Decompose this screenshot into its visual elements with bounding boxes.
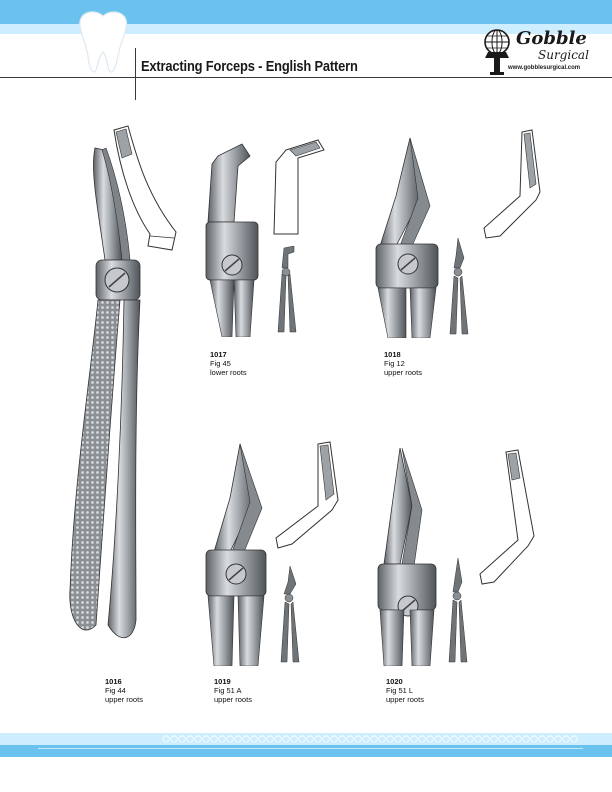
product-desc: upper roots [384,368,422,377]
product-desc: lower roots [210,368,247,377]
brand-subtitle: Surgical [538,48,589,62]
product-caption-1018 [384,350,422,377]
header-divider [135,48,136,100]
product-caption-1020 [386,677,424,704]
forceps-1018-beak-detail [480,128,550,240]
product-code: 1020 [386,677,403,686]
forceps-1020-beak-detail [478,448,550,588]
forceps-1018-small-image [446,238,472,338]
footer-dot-pattern [162,735,582,743]
product-caption-1016 [105,677,143,704]
product-code: 1016 [105,677,122,686]
forceps-1017-image [198,142,268,337]
footer-rule [38,748,583,749]
forceps-1019-image [200,442,272,666]
brand-url: www.gobblesurgical.com [508,65,581,71]
forceps-1019-small-image [276,566,302,666]
forceps-1020-image [372,446,442,666]
forceps-1017-small-image [272,246,302,336]
product-desc: upper roots [105,695,143,704]
forceps-1017-beak-detail [268,138,328,238]
forceps-1018-image [372,136,447,338]
product-fig: Fig 12 [384,359,405,368]
product-desc: upper roots [386,695,424,704]
tooth-icon [72,6,134,78]
product-fig: Fig 44 [105,686,126,695]
header-rule [0,77,612,78]
product-fig: Fig 51 A [214,686,242,695]
product-fig: Fig 51 L [386,686,414,695]
page-title: Extracting Forceps - English Pattern [141,58,358,75]
product-code: 1017 [210,350,227,359]
forceps-1020-small-image [446,558,472,666]
forceps-1016-beak-detail [106,124,186,254]
brand-name: Gobble [516,28,587,49]
forceps-1019-beak-detail [272,440,348,552]
product-caption-1019 [214,677,252,704]
footer-band-dark [0,745,612,757]
product-fig: Fig 45 [210,359,231,368]
product-desc: upper roots [214,695,252,704]
product-code: 1019 [214,677,231,686]
product-code: 1018 [384,350,401,359]
product-caption-1017 [210,350,247,377]
